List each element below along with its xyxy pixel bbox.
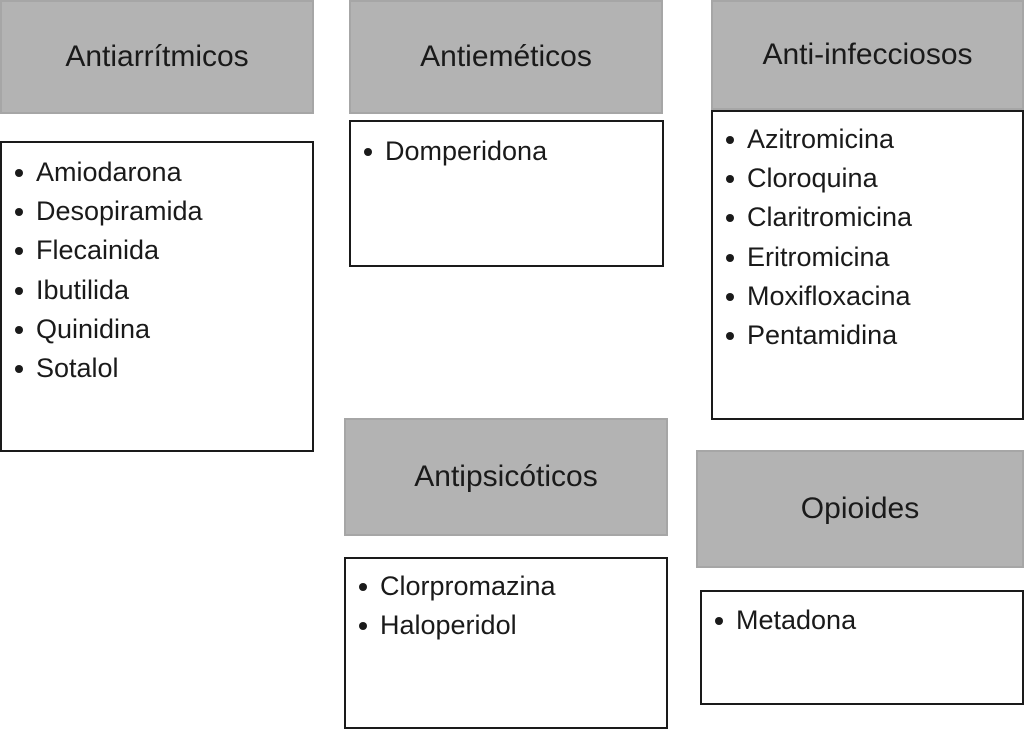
drug-name: Azitromicina [747,124,895,154]
bullet-icon [15,247,23,255]
bullet-icon [359,583,367,591]
drug-name: Claritromicina [747,202,913,233]
list-item [2,153,312,192]
bullet-icon [15,169,23,177]
drug-name: Domperidona [385,136,548,166]
group-title: Antiarrítmicos [65,40,249,73]
group-title: Anti-infecciosos [762,38,973,71]
list-item [2,310,312,349]
drug-name: Ibutilida [36,274,130,305]
bullet-icon [15,365,23,373]
bullet-icon [726,136,734,144]
list-item [713,277,1022,316]
group-header-antiarritmicos [0,0,314,114]
drug-name: Haloperidol [380,610,517,641]
list-item [346,567,666,606]
list-item [713,316,1022,355]
bullet-icon [726,254,734,262]
group-title: Antieméticos [420,40,592,73]
drug-name: Moxifloxacina [747,280,911,311]
bullet-icon [726,332,734,340]
drug-name: Metadona [736,605,857,635]
group-list-anti-infecciosos [711,110,1024,420]
bullet-icon [364,148,372,156]
bullet-icon [726,175,734,183]
group-list-antipsicoticos [344,557,668,729]
list-item [702,601,1022,640]
list-item [2,349,312,388]
group-header-antipsicoticos [344,418,668,536]
bullet-icon [726,293,734,301]
group-list-antiemeticos [349,120,664,267]
drug-name: Quinidina [36,313,151,344]
list-item [713,238,1022,277]
bullet-icon [15,208,23,216]
drug-name: Pentamidina [747,320,898,351]
group-header-antiemeticos [349,0,663,114]
bullet-icon [15,326,23,334]
drug-name: Sotalol [36,353,119,384]
group-title: Antipsicóticos [414,460,598,493]
drug-name: Desopiramida [36,196,203,227]
drug-name: Amiodarona [36,157,182,187]
list-item [713,159,1022,198]
group-header-anti-infecciosos [711,0,1024,110]
bullet-icon [726,214,734,222]
list-item [346,606,666,645]
group-list-opioides [700,590,1024,705]
group-title: Opioides [800,492,920,525]
drug-name: Cloroquina [747,163,878,194]
list-item [2,192,312,231]
drug-name: Flecainida [36,235,160,266]
drug-name: Eritromicina [747,241,890,272]
group-header-opioides [696,450,1024,568]
group-list-antiarritmicos [0,141,314,452]
list-item [713,120,1022,159]
list-item [2,231,312,270]
list-item [351,132,662,171]
drug-name: Clorpromazina [380,571,556,601]
bullet-icon [15,287,23,295]
list-item [2,271,312,310]
bullet-icon [359,622,367,630]
bullet-icon [715,617,723,625]
list-item [713,198,1022,237]
